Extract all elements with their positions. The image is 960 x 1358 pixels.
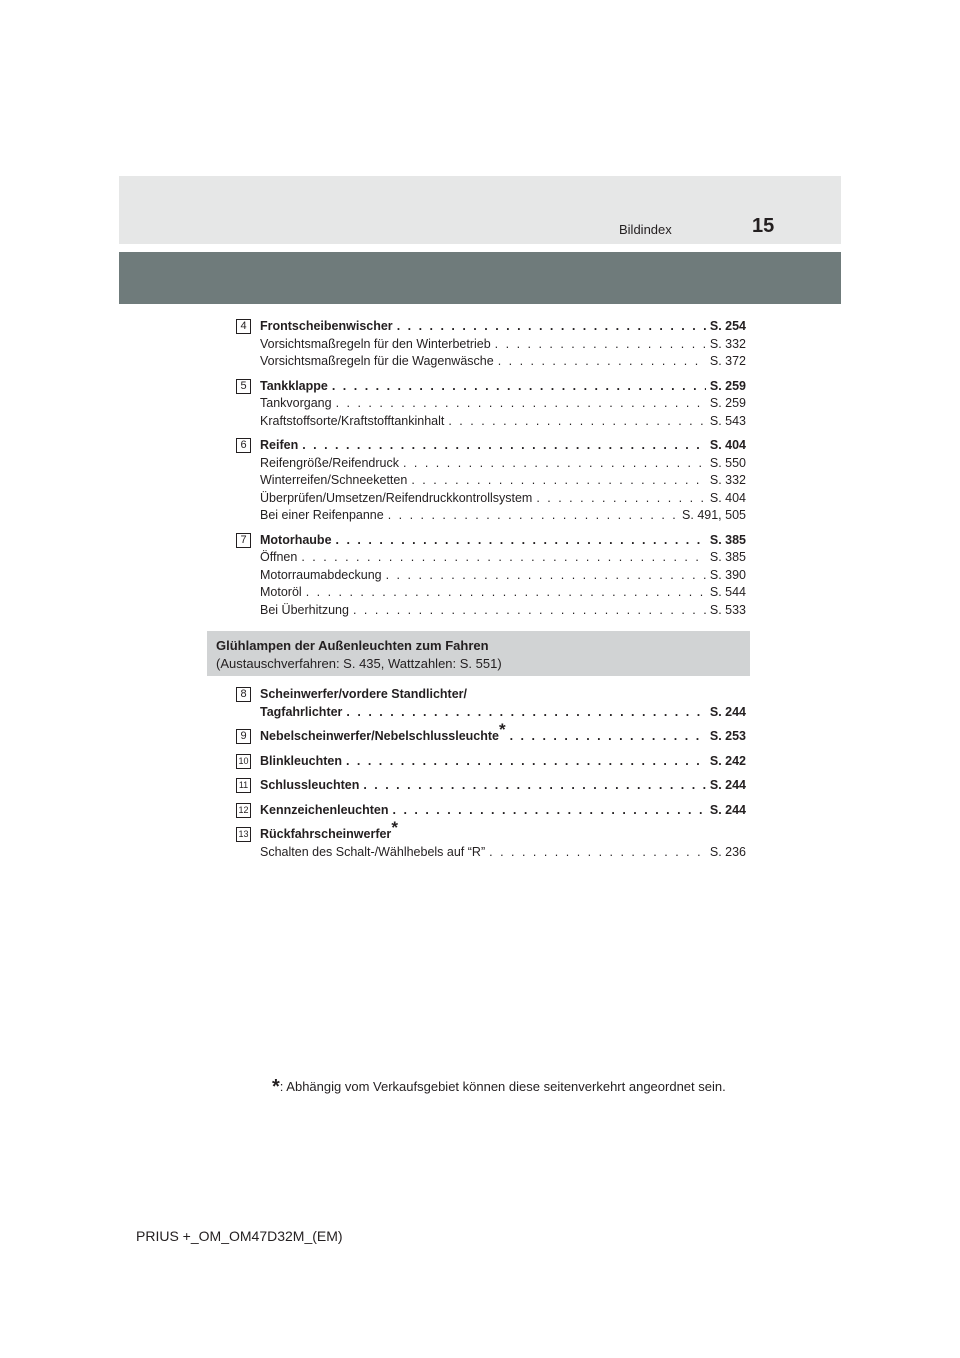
entry-number-badge: 8 [236, 687, 251, 702]
index-sub-line: Schalten des Schalt-/Wählhebels auf “R” . . . S. 236 [260, 844, 746, 862]
index-entry-4 [236, 318, 746, 371]
index-entry-8 [236, 686, 746, 721]
index-sub-line: Motorraumabdeckung . . . S. 390 [260, 567, 746, 585]
footnote-star: * [498, 719, 506, 739]
entry-number-badge: 4 [236, 319, 251, 334]
index-sub-line: Motoröl . . . S. 544 [260, 584, 746, 602]
index-entry-6 [236, 437, 746, 525]
index-sub-line: Reifengröße/Reifendruck . . . S. 550 [260, 455, 746, 473]
lamp-section-subtitle: (Austauschverfahren: S. 435, Wattzahlen: S. 551) [216, 656, 502, 671]
index-sub-line: Bei Überhitzung . . . S. 533 [260, 602, 746, 620]
index-main-line: Schlussleuchten . . . S. 244 [260, 777, 746, 795]
index-main-line: Reifen . . . S. 404 [260, 437, 746, 455]
index-sub-line: Überprüfen/Umsetzen/Reifendruckkontrollsystem . . . S. 404 [260, 490, 746, 508]
entry-number-badge: 12 [236, 803, 251, 818]
entry-number-badge: 6 [236, 438, 251, 453]
index-sub-line: Kraftstoffsorte/Kraftstofftankinhalt . . . S. 543 [260, 413, 746, 431]
entry-number-badge: 9 [236, 729, 251, 744]
index-main-line: Scheinwerfer/vordere Standlichter/ [260, 687, 468, 701]
index-sub-line: Tankvorgang . . . S. 259 [260, 395, 746, 413]
footnote-star: * [272, 1076, 280, 1098]
index-section-1 [236, 318, 746, 619]
entry-number-badge: 13 [236, 827, 251, 842]
header-band [119, 252, 841, 304]
entry-number-badge: 5 [236, 379, 251, 394]
index-main-line: Kennzeichenleuchten . . . S. 244 [260, 802, 746, 820]
lamp-section-box [207, 631, 750, 676]
index-main-line: Tagfahrlichter . . . S. 244 [260, 704, 746, 722]
index-entry-13 [236, 817, 746, 861]
index-sub-line: Öffnen . . . S. 385 [260, 549, 746, 567]
entry-number-badge: 11 [236, 778, 251, 793]
index-sub-line: Winterreifen/Schneeketten . . . S. 332 [260, 472, 746, 490]
index-sub-line: Vorsichtsmaßregeln für den Winterbetrieb . . . S. 332 [260, 336, 746, 354]
index-entry-10 [236, 753, 746, 771]
index-main-line: Frontscheibenwischer . . . S. 254 [260, 318, 746, 336]
index-entry-5 [236, 378, 746, 431]
entry-number-badge: 7 [236, 533, 251, 548]
index-main-line: Motorhaube . . . S. 385 [260, 532, 746, 550]
footnote [272, 1076, 726, 1099]
footnote-star: * [391, 817, 398, 837]
index-entry-11 [236, 777, 746, 795]
footnote-text: : Abhängig vom Verkaufsgebiet können diese seitenverkehrt angeordnet sein. [279, 1079, 726, 1094]
index-entry-9 [236, 719, 746, 746]
index-main-line: Blinkleuchten . . . S. 242 [260, 753, 746, 771]
entry-number-badge: 10 [236, 754, 251, 769]
lamp-section-title: Glühlampen der Außenleuchten zum Fahren [216, 638, 489, 653]
index-main-line: Rückfahrscheinwerfer* [260, 817, 398, 841]
header-title: Bildindex [619, 222, 672, 237]
index-section-2 [236, 686, 746, 861]
document-code: PRIUS +_OM_OM47D32M_(EM) [136, 1228, 343, 1244]
index-entry-7 [236, 532, 746, 620]
index-sub-line: Vorsichtsmaßregeln für die Wagenwäsche . . . S. 372 [260, 353, 746, 371]
header-top-bar [119, 176, 841, 244]
index-main-line: Nebelscheinwerfer/Nebelschlussleuchte* . . . S. 253 [260, 728, 746, 746]
index-main-line: Tankklappe . . . S. 259 [260, 378, 746, 396]
index-entry-12 [236, 802, 746, 820]
page-number: 15 [752, 215, 775, 237]
index-sub-line: Bei einer Reifenpanne . . . S. 491, 505 [260, 507, 746, 525]
